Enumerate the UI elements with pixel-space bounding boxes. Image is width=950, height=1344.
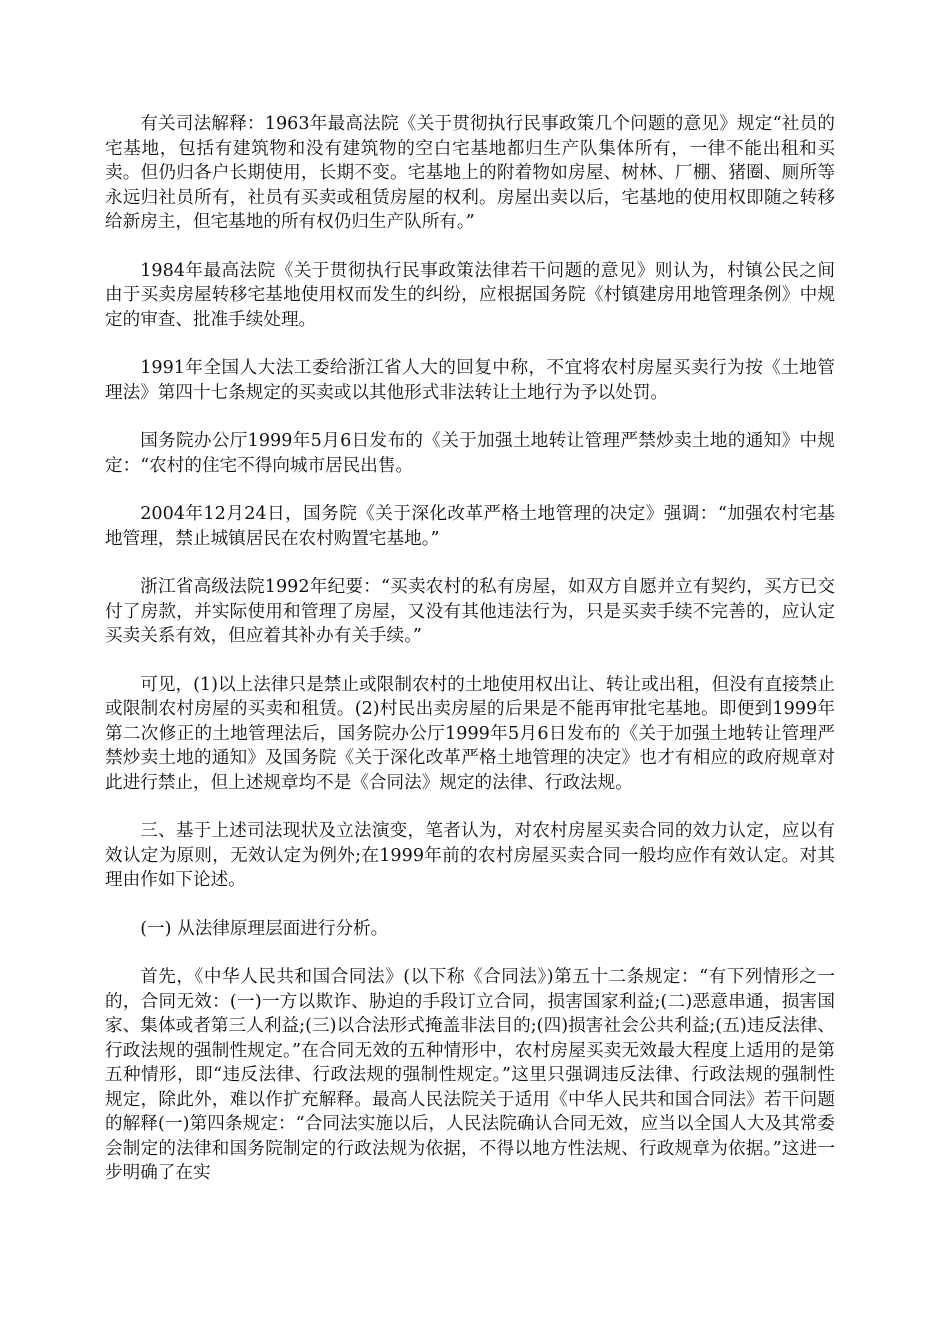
paragraph-section-three: 三、基于上述司法现状及立法演变，笔者认为，对农村房屋买卖合同的效力认定，应以有效认定为原则，无效认定为例外;在1999年前的农村房屋买卖合同一般均应作有效认定。对其理由作如下论述。	[105, 821, 835, 890]
document-body	[105, 112, 835, 1210]
paragraph-1999-notice: 国务院办公厅1999年5月6日发布的《关于加强土地转让管理严禁炒卖土地的通知》中规定：“农村的住宅不得向城市居民出售。	[105, 431, 835, 476]
paragraph-summary: 可见，(1)以上法律只是禁止或限制农村的土地使用权出让、转让或出租，但没有直接禁止或限制农村房屋的买卖和租赁。(2)村民出卖房屋的后果是不能再审批宅基地。即便到1999年第二次修正的土地管理法后，国务院办公厅1999年5月6日发布的《关于加强土地转让管理严禁炒卖土地的通知》及国务院《关于深化改革严格土地管理的决定》也才有相应的政府规章对此进行禁止，但上述规章均不是《合同法》规定的法律、行政法规。	[105, 674, 835, 793]
paragraph-1984-opinion: 1984年最高法院《关于贯彻执行民事政策法律若干问题的意见》则认为，村镇公民之间由于买卖房屋转移宅基地使用权而发生的纠纷，应根据国务院《村镇建房用地管理条例》中规定的审查、批准手续处理。	[105, 260, 835, 330]
paragraph-2004-decision: 2004年12月24日，国务院《关于深化改革严格土地管理的决定》强调：“加强农村宅基地管理，禁止城镇居民在农村购置宅基地。”	[105, 504, 835, 549]
paragraph-zhejiang-1992: 浙江省高级法院1992年纪要：“买卖农村的私有房屋，如双方自愿并立有契约，买方已交付了房款，并实际使用和管理了房屋，又没有其他违法行为，只是买卖手续不完善的，应认定买卖关系有效，但应着其补办有关手续。”	[105, 577, 835, 646]
paragraph-1991-reply: 1991年全国人大法工委给浙江省人大的回复中称，不宜将农村房屋买卖行为按《土地管理法》第四十七条规定的买卖或以其他形式非法转让土地行为予以处罚。	[105, 358, 835, 403]
paragraph-judicial-interpretation-1963: 有关司法解释：1963年最高法院《关于贯彻执行民事政策几个问题的意见》规定“社员的宅基地，包括有建筑物和没有建筑物的空白宅基地都归生产队集体所有，一律不能出租和买卖。但仍归各户长期使用，长期不变。宅基地上的附着物如房屋、树林、厂棚、猪圈、厕所等永远归社员所有，社员有买卖或租赁房屋的权利。房屋出卖以后，宅基地的使用权即随之转移给新房主，但宅基地的所有权仍归生产队所有。”	[105, 114, 835, 232]
paragraph-subheading-one: (一) 从法律原理层面进行分析。	[140, 918, 389, 939]
paragraph-contract-law-analysis: 首先，《中华人民共和国合同法》(以下称《合同法》)第五十二条规定：“有下列情形之一的，合同无效：(一)一方以欺诈、胁迫的手段订立合同，损害国家利益;(二)恶意串通，损害国家、集体或者第三人利益;(三)以合法形式掩盖非法目的;(四)损害社会公共利益;(五)违反法律、行政法规的强制性规定。”在合同无效的五种情形中，农村房屋买卖无效最大程度上适用的是第五种情形，即“违反法律、行政法规的强制性规定。”这里只强调违反法律、行政法规的强制性规定，除此外，难以作扩充解释。最高人民法院关于适用《中华人民共和国合同法》若干问题的解释(一)第四条规定：“合同法实施以后，人民法院确认合同无效，应当以全国人大及其常委会制定的法律和国务院制定的行政法规为依据，不得以地方性法规、行政规章为依据。”这进一步明确了在实	[105, 967, 835, 1183]
